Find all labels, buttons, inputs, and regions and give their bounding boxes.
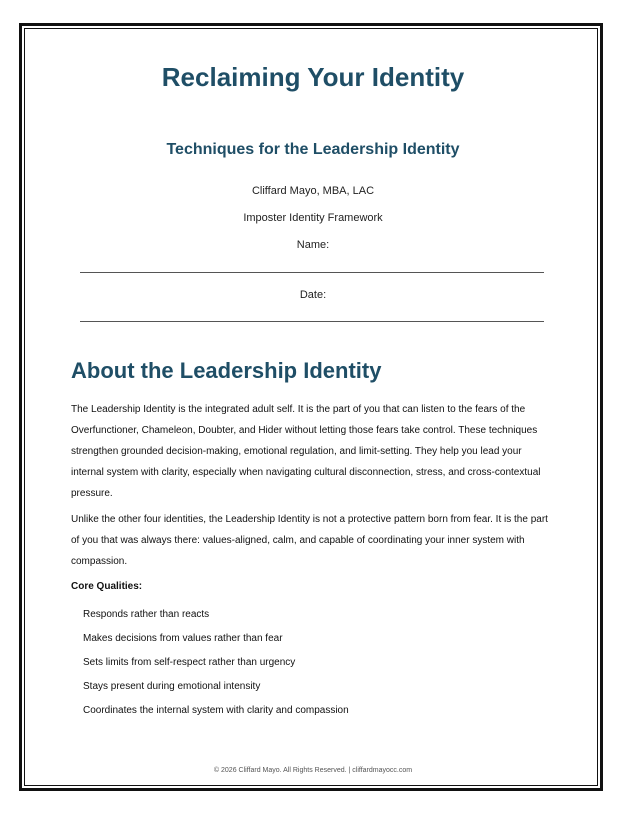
core-qualities-list — [83, 603, 349, 723]
list-item: Coordinates the internal system with clarity and compassion — [83, 705, 349, 716]
document-subtitle: Techniques for the Leadership Identity — [166, 141, 460, 158]
list-item: Stays present during emotional intensity — [83, 681, 261, 692]
core-qualities-heading: Core Qualities: — [71, 581, 143, 592]
list-item: Responds rather than reacts — [83, 609, 210, 620]
section-heading: About the Leadership Identity — [71, 358, 382, 383]
intro-paragraph: The Leadership Identity is the integrated adult self. It is the part of you that can listen to the fears of the Overfunctioner, Chameleon, Doubter, and Hider without letting those fears take control. These techniques strengthen grounded decision-making, emotional regulation, and limit-setting. They help you lead your internal system with clarity, especially when navigating cultural disconnection, stress, and cross-contextual pressure. — [71, 404, 541, 499]
page-footer: © 2026 Cliffard Mayo. All Rights Reserved. | cliffardmayocc.com — [213, 767, 413, 774]
list-item: Sets limits from self-respect rather than urgency — [83, 657, 296, 668]
list-item: Makes decisions from values rather than fear — [83, 633, 283, 644]
document-title: Reclaiming Your Identity — [161, 62, 465, 92]
framework-line: Imposter Identity Framework — [243, 212, 383, 224]
date-underline — [80, 321, 544, 322]
name-label: Name: — [296, 239, 330, 251]
name-underline — [80, 272, 544, 273]
author-line: Cliffard Mayo, MBA, LAC — [251, 185, 375, 197]
date-label: Date: — [299, 289, 327, 301]
second-paragraph: Unlike the other four identities, the Leadership Identity is not a protective pattern born from fear. It is the part of you that was always there: values-aligned, calm, and capable of coordinating your inner system with compassion. — [71, 514, 548, 567]
